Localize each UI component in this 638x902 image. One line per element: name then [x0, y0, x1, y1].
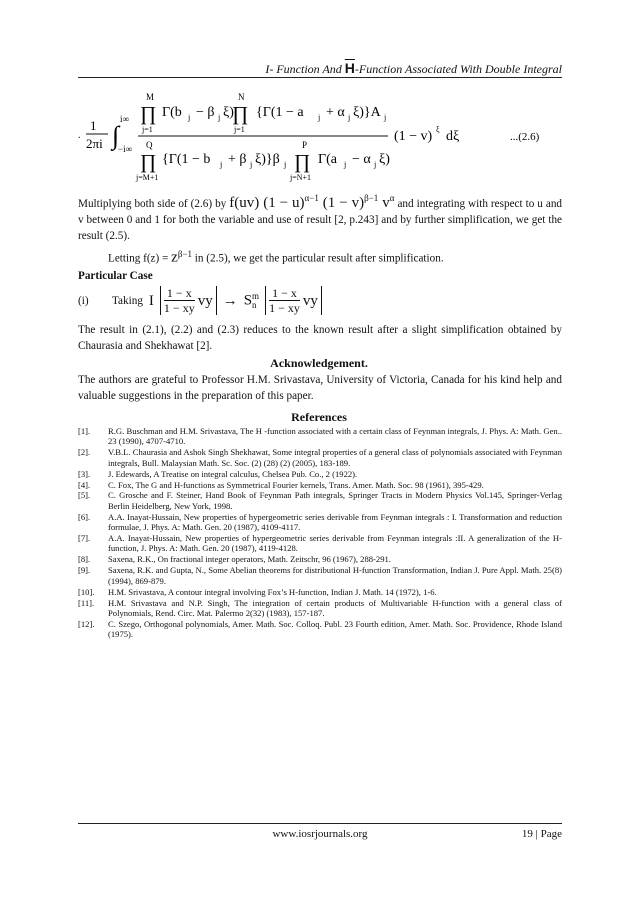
den-prod1-body: {Γ(1 − b: [162, 152, 211, 167]
p1-exp-v: α: [389, 193, 395, 203]
reference-number: [7].: [78, 533, 91, 544]
den-beta: + β: [228, 152, 247, 167]
equation-2-6: [78, 86, 562, 186]
reference-text: C. Grosche and F. Steiner, Hand Book of Feynman Path integrals, Springer Tracts in Modern Physics Vol.145, Springer-Verlag Berlin Heidelberg, New York, 1998.: [108, 490, 562, 511]
num-prod1-bottom: j=1: [142, 125, 153, 134]
case-bracket-2: [265, 286, 322, 315]
reference-number: [5].: [78, 490, 91, 501]
reference-number: [9].: [78, 565, 91, 576]
num-xi1: ξ): [223, 105, 234, 120]
reference-number: [10].: [78, 586, 95, 597]
num-sub-j5: j: [384, 113, 387, 122]
coef-denominator: 2πi: [86, 136, 103, 151]
tail-differential: dξ: [446, 129, 460, 144]
den-prod2-body: Γ(a: [318, 152, 337, 167]
num-beta1: − β: [196, 105, 215, 120]
p1-exp-alpha: α−1: [304, 193, 319, 203]
reference-text: H.M. Srivastava, A contour integral involving Fox’s H-function, Indian J. Math. 14 (1972), 1-6.: [108, 586, 437, 597]
running-head-right: -Function Associated With Double Integral: [354, 62, 562, 76]
reference-text: A.A. Inayat-Hussain, New properties of hypergeometric series derivable from Feynman integrals : I. Transformation and reduction formulae, J. Phys. A: Math. Gen. 20 (1987), 4109-4117.: [108, 511, 562, 533]
case-I: I: [148, 292, 154, 309]
reference-text: R.G. Buschman and H.M. Srivastava, The H -function associated with a certain class of Feynman integrals, J. Phys. A: Math. Gen.. 23 (1990), 4707-4710.: [108, 426, 562, 447]
case-vy-2: vy: [302, 292, 318, 309]
paragraph-letting: [78, 246, 562, 267]
running-head-left: I- Function And: [265, 62, 342, 76]
den-sub-j1: j: [220, 160, 223, 169]
p1-exp-beta: β−1: [364, 193, 379, 203]
case-frac-1: [164, 286, 195, 315]
case-bracket-1: [160, 286, 217, 315]
den-prod1-bottom: j=M+1: [136, 173, 159, 182]
footer-page-number: 19 | Page: [521, 828, 562, 840]
case-taking: Taking: [112, 294, 143, 307]
equation-svg: [78, 86, 562, 186]
num-sub-j2: j: [218, 113, 221, 122]
num-prod1-body: Γ(b: [162, 105, 182, 120]
num-alpha: + α: [326, 105, 345, 120]
particular-case-item: [78, 286, 562, 315]
p1-formula-main: f(uv) (1 − u): [229, 195, 305, 211]
case-arrow: →: [222, 292, 238, 309]
reference-number: [12].: [78, 618, 95, 629]
tail-factor: (1 − v): [394, 129, 433, 144]
reference-item: [78, 426, 562, 447]
reference-item: [78, 565, 562, 586]
case-frac-2-den: 1 − xy: [269, 301, 300, 315]
reference-text: C. Fox, The G and H-functions as Symmetrical Fourier kernels, Trans. Amer. Math. Soc. 98 (1961), 395-429.: [108, 479, 484, 490]
den-xi2: ξ): [379, 152, 390, 167]
reference-text: V.B.L. Chaurasia and Ashok Singh Shekhawat, Some integral properties of a general class of polynomials associated with Feynman integrals, Bull. Malaysian Math. Sc. Soc. (2) (28) (2) (2005), 183-189.: [108, 447, 562, 468]
references-list: [78, 426, 562, 640]
p2-rest: in (2.5), we get the particular result after simplification.: [194, 252, 444, 265]
reference-number: [8].: [78, 554, 91, 565]
case-label: (i): [78, 294, 89, 307]
den-sub-j4: j: [344, 160, 347, 169]
num-sub-j3: j: [318, 113, 321, 122]
reference-text: A.A. Inayat-Hussain, New properties of hypergeometric series derivable from Feynman integrals :II. A generalization of the H-function, J. Phys. A: Math. Gen. 20 (1987), 4119-4128.: [108, 533, 562, 554]
reference-text: J. Edewards, A Treatise on integral calculus, Chelsea Pub. Co., 2 (1922).: [108, 468, 358, 479]
references-title: References: [291, 410, 347, 424]
paragraph-multiplying: [78, 190, 562, 244]
reference-item: [78, 512, 562, 533]
coef-numerator: 1: [90, 118, 97, 133]
reference-item: [78, 587, 562, 597]
case-S-letter: S: [243, 291, 253, 308]
case-frac-2: [269, 286, 300, 315]
reference-number: [2].: [78, 447, 91, 458]
footer-rule: [78, 823, 562, 824]
equation-tag: ...(2.6): [510, 131, 540, 143]
p2-lead: Letting f(z) =: [108, 252, 169, 265]
header-rule: [78, 77, 562, 78]
p2-exponent: β−1: [177, 249, 192, 259]
den-prod1-sign: ∏: [140, 151, 157, 173]
reference-item: [78, 598, 562, 619]
acknowledgement-title: Acknowledgement.: [270, 356, 368, 370]
reference-item: [78, 490, 562, 511]
reference-item: [78, 619, 562, 640]
case-S: [244, 292, 259, 310]
integral-lower: −i∞: [118, 144, 132, 154]
reference-number: [4].: [78, 479, 91, 490]
case-frac-2-num: 1 − x: [269, 286, 300, 301]
case-S-sub: n: [252, 299, 257, 310]
case-S-sup: m: [252, 290, 260, 301]
case-vy-1: vy: [197, 292, 213, 309]
reference-text: H.M. Srivastava and N.P. Singh, The integration of certain products of Multivariable H-function with a general class of Polynomials, Rend. Circ. Mat. Palermo 2(32) (1983), 157-187.: [108, 597, 562, 618]
reference-item: [78, 533, 562, 554]
den-sub-j5: j: [374, 160, 377, 169]
num-prod1-top: M: [146, 92, 155, 102]
case-frac-1-den: 1 − xy: [163, 301, 195, 315]
reference-number: [6].: [78, 511, 91, 522]
tail-exponent: ξ: [436, 125, 440, 134]
reference-text: Saxena, R.K., On fractional integer operators, Math. Zeitschr, 96 (1967), 288-291.: [108, 554, 391, 565]
num-sub-j4: j: [348, 113, 351, 122]
p1-formula: f(uv) $(1 - u)^{\alpha-1}$ $(1 - v)^{\beta-1}$ $v^\alpha$: [229, 193, 395, 211]
particular-case-heading: Particular Case: [78, 270, 153, 282]
num-sub-j1: j: [188, 113, 191, 122]
num-prod2-top: N: [238, 92, 245, 102]
num-prod2-body: {Γ(1 − a: [256, 105, 304, 120]
num-xi2: ξ)}A: [353, 105, 381, 120]
den-alpha: − α: [352, 152, 371, 167]
running-head-hbar: $\overline{H}$: [344, 60, 355, 76]
reference-item: [78, 554, 562, 564]
reference-item: [78, 447, 562, 468]
den-prod2-bottom: j=N+1: [290, 173, 312, 182]
integral-upper: i∞: [120, 114, 129, 124]
den-prod1-top: Q: [146, 140, 153, 150]
integral-sign: ∫: [112, 121, 120, 150]
den-sub-j2: j: [250, 160, 253, 169]
num-prod1-sign: ∏: [140, 103, 157, 125]
reference-item: [78, 469, 562, 479]
reference-text: C. Szego, Orthogonal polynomials, Amer. Math. Soc. Colloq. Publ. 23 Fourth edition, Amer. Math. Soc. Providence, Rhode Island (1975).: [108, 618, 562, 640]
num-prod2-bottom: j=1: [234, 125, 245, 134]
reference-text: Saxena, R.K. and Gupta, N., Some Abelian theorems for distributional H-function Transformation, Indian J. Pure Appl. Math. 25(8) (1994), 869-879.: [108, 565, 562, 586]
footer-website: www.iosrjournals.org: [272, 828, 368, 840]
running-head: [78, 60, 562, 77]
num-prod2-sign: ∏: [232, 103, 249, 125]
acknowledgement-text: The authors are grateful to Professor H.M. Srivastava, University of Victoria, Canada for his kind help and valuable suggestions in the preparation of this paper.: [78, 374, 562, 402]
p1-rest: and integrating with respect to u and v between 0 and 1 for both the variable and use of result [2, p.243] and by further simplification, we get the result (2.5).: [78, 198, 563, 242]
reference-number: [11].: [78, 597, 95, 608]
reference-item: [78, 480, 562, 490]
p1-lead: Multiplying both side of (2.6) by: [78, 198, 227, 210]
case-S-indices: [252, 292, 259, 310]
reference-number: [1].: [78, 426, 91, 436]
reference-number: [3].: [78, 468, 91, 479]
equation-dot: .: [78, 130, 81, 141]
den-prod2-sign: ∏: [294, 151, 311, 173]
p2-formula: z: [171, 249, 178, 266]
den-xi1: ξ)}β: [255, 152, 280, 167]
paragraph-result: The result in (2.1), (2.2) and (2.3) reduces to the known result after a slight simplification obtained by Chaurasia and Shekhawat [2].: [78, 324, 562, 352]
den-sub-j3: j: [284, 160, 287, 169]
den-prod2-top: P: [302, 140, 308, 150]
case-frac-1-num: 1 − x: [164, 286, 195, 301]
